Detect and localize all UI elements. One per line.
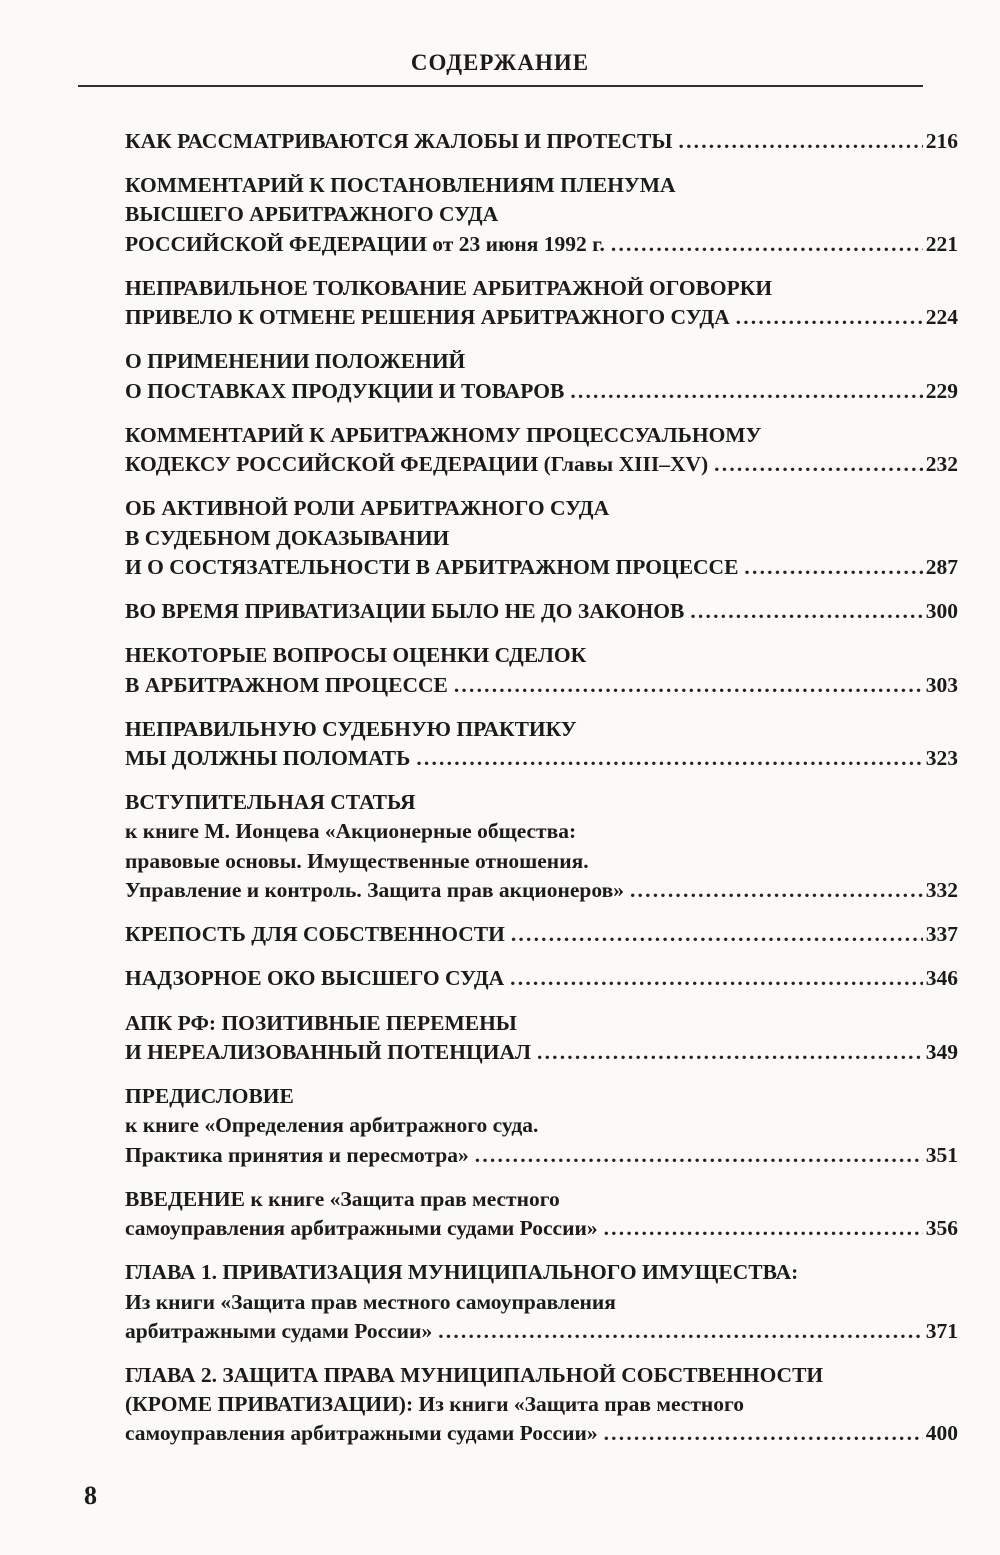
toc-entry-line: АПК РФ: ПОЗИТИВНЫЕ ПЕРЕМЕНЫ	[125, 1010, 517, 1035]
toc-entry-title: И О СОСТЯЗАТЕЛЬНОСТИ В АРБИТРАЖНОМ ПРОЦЕССЕ	[125, 554, 739, 579]
toc-entry-line: ВЫСШЕГО АРБИТРАЖНОГО СУДА	[125, 202, 499, 227]
toc-entry-title: РОССИЙСКОЙ ФЕДЕРАЦИИ от 23 июня 1992 г.	[125, 231, 605, 256]
toc-entry-line: к книге М. Ионцева «Акционерные общества:	[125, 819, 577, 844]
toc-page-ref: 351	[925, 1142, 958, 1167]
toc-entry-title: НАДЗОРНОЕ ОКО ВЫСШЕГО СУДА	[125, 966, 505, 991]
dot-leader	[611, 230, 923, 259]
header-rule	[78, 85, 923, 87]
toc-entry-line: к книге «Определения арбитражного суда.	[125, 1113, 539, 1138]
toc-entry-title: ВО ВРЕМЯ ПРИВАТИЗАЦИИ БЫЛО НЕ ДО ЗАКОНОВ	[125, 599, 685, 624]
toc-page-ref: 332	[925, 877, 958, 902]
toc-entry	[125, 920, 958, 949]
dot-leader	[736, 303, 923, 332]
toc-entry-title: ПРИВЕЛО К ОТМЕНЕ РЕШЕНИЯ АРБИТРАЖНОГО СУДА	[125, 305, 730, 330]
toc-entry	[125, 641, 958, 699]
toc-entry-title: КОДЕКСУ РОССИЙСКОЙ ФЕДЕРАЦИИ (Главы XIII–XV)	[125, 452, 709, 477]
toc-entry-line: НЕПРАВИЛЬНОЕ ТОЛКОВАНИЕ АРБИТРАЖНОЙ ОГОВОРКИ	[125, 275, 773, 300]
toc-entry	[125, 1258, 958, 1346]
toc-entry-line: В СУДЕБНОМ ДОКАЗЫВАНИИ	[125, 525, 450, 550]
toc-entry-last-line	[125, 597, 958, 626]
dot-leader	[744, 553, 922, 582]
toc-entry-title: И НЕРЕАЛИЗОВАННЫЙ ПОТЕНЦИАЛ	[125, 1039, 531, 1064]
toc-entry	[125, 1082, 958, 1170]
toc-page-ref: 371	[925, 1318, 958, 1343]
page-title: СОДЕРЖАНИЕ	[410, 50, 590, 75]
toc-entry-title: В АРБИТРАЖНОМ ПРОЦЕССЕ	[125, 672, 448, 697]
toc-entry-title: самоуправления арбитражными судами России»	[125, 1216, 598, 1241]
toc-entry-last-line	[125, 1317, 958, 1346]
dot-leader	[511, 920, 923, 949]
dot-leader	[438, 1317, 923, 1346]
dot-leader	[714, 450, 923, 479]
toc-entry-line: ПРЕДИСЛОВИЕ	[125, 1084, 294, 1109]
toc-entry-last-line	[125, 671, 958, 700]
toc-list	[125, 127, 958, 1449]
toc-entry	[125, 788, 958, 905]
dot-leader	[570, 377, 922, 406]
toc-page-ref: 287	[925, 554, 958, 579]
toc-entry-last-line	[125, 744, 958, 773]
dot-leader	[537, 1038, 923, 1067]
toc-entry-line: ОБ АКТИВНОЙ РОЛИ АРБИТРАЖНОГО СУДА	[125, 496, 610, 521]
toc-entry-title: самоуправления арбитражными судами России»	[125, 1421, 598, 1446]
toc-page-ref: 356	[925, 1216, 958, 1241]
toc-page-ref: 224	[925, 305, 958, 330]
toc-entry-line: ВВЕДЕНИЕ к книге «Защита прав местного	[125, 1186, 560, 1211]
toc-entry-line: КОММЕНТАРИЙ К АРБИТРАЖНОМУ ПРОЦЕССУАЛЬНОМУ	[125, 422, 762, 447]
dot-leader	[604, 1419, 923, 1448]
toc-entry-last-line	[125, 1214, 958, 1243]
toc-entry-last-line	[125, 377, 958, 406]
toc-entry-last-line	[125, 553, 958, 582]
toc-entry-title: КАК РАССМАТРИВАЮТСЯ ЖАЛОБЫ И ПРОТЕСТЫ	[125, 129, 673, 153]
dot-leader	[510, 964, 923, 993]
dot-leader	[416, 744, 922, 773]
dot-leader	[630, 876, 923, 905]
toc-entry-title: арбитражными судами России»	[125, 1318, 433, 1343]
toc-page-ref: 216	[925, 129, 958, 153]
toc-entry-line: правовые основы. Имущественные отношения.	[125, 848, 589, 873]
toc-entry	[125, 171, 958, 259]
toc-entry	[125, 964, 958, 993]
toc-page-ref: 400	[925, 1421, 958, 1446]
toc-entry	[125, 1361, 958, 1449]
toc-entry-line: КОММЕНТАРИЙ К ПОСТАНОВЛЕНИЯМ ПЛЕНУМА	[125, 173, 676, 198]
dot-leader	[454, 671, 923, 700]
toc-entry-line: О ПРИМЕНЕНИИ ПОЛОЖЕНИЙ	[125, 349, 466, 374]
toc-entry	[125, 715, 958, 773]
toc-page-ref: 349	[925, 1039, 958, 1064]
toc-page-ref: 229	[925, 378, 958, 403]
toc-entry-last-line	[125, 230, 958, 259]
page-number: 8	[84, 1481, 97, 1510]
toc-entry	[125, 494, 958, 582]
toc-entry-last-line	[125, 1419, 958, 1448]
toc-entry-last-line	[125, 303, 958, 332]
toc-entry-last-line	[125, 450, 958, 479]
toc-entry-line: (КРОМЕ ПРИВАТИЗАЦИИ): Из книги «Защита прав местного	[125, 1392, 745, 1417]
toc-page-ref: 337	[925, 922, 958, 947]
toc-entry-title: Управление и контроль. Защита прав акционеров»	[125, 877, 624, 902]
toc-entry-line: НЕКОТОРЫЕ ВОПРОСЫ ОЦЕНКИ СДЕЛОК	[125, 643, 587, 668]
toc-entry	[125, 274, 958, 332]
toc-entry	[125, 1185, 958, 1243]
toc-entry-title: О ПОСТАВКАХ ПРОДУКЦИИ И ТОВАРОВ	[125, 378, 565, 403]
toc-page-ref: 303	[925, 672, 958, 697]
toc-entry	[125, 1009, 958, 1067]
toc-entry-last-line	[125, 876, 958, 905]
toc-entry	[125, 597, 958, 626]
toc-entry-line: ГЛАВА 2. ЗАЩИТА ПРАВА МУНИЦИПАЛЬНОЙ СОБСТВЕННОСТИ	[125, 1362, 824, 1387]
toc-page-ref: 232	[925, 452, 958, 477]
toc-entry-title: КРЕПОСТЬ ДЛЯ СОБСТВЕННОСТИ	[125, 922, 505, 947]
toc-entry-title: Практика принятия и пересмотра»	[125, 1142, 469, 1167]
toc-page-ref: 221	[925, 231, 958, 256]
toc-entry-last-line	[125, 127, 958, 156]
toc-entry-line: НЕПРАВИЛЬНУЮ СУДЕБНУЮ ПРАКТИКУ	[125, 716, 577, 741]
toc-page-ref: 346	[925, 966, 958, 991]
toc-entry-last-line	[125, 920, 958, 949]
toc-entry-title: МЫ ДОЛЖНЫ ПОЛОМАТЬ	[125, 745, 411, 770]
toc-entry-line: Из книги «Защита прав местного самоуправления	[125, 1289, 616, 1314]
toc-page-ref: 323	[925, 745, 958, 770]
toc-entry-last-line	[125, 1141, 958, 1170]
dot-leader	[679, 127, 923, 156]
dot-leader	[475, 1141, 923, 1170]
dot-leader	[604, 1214, 923, 1243]
toc-entry-line: ГЛАВА 1. ПРИВАТИЗАЦИЯ МУНИЦИПАЛЬНОГО ИМУЩЕСТВА:	[125, 1260, 799, 1285]
toc-entry-last-line	[125, 964, 958, 993]
toc-entry	[125, 421, 958, 479]
toc-entry	[125, 347, 958, 405]
toc-page-ref: 300	[925, 599, 958, 624]
dot-leader	[690, 597, 922, 626]
toc-entry-last-line	[125, 1038, 958, 1067]
toc-entry-line: ВСТУПИТЕЛЬНАЯ СТАТЬЯ	[125, 790, 416, 815]
toc-entry	[125, 127, 958, 156]
